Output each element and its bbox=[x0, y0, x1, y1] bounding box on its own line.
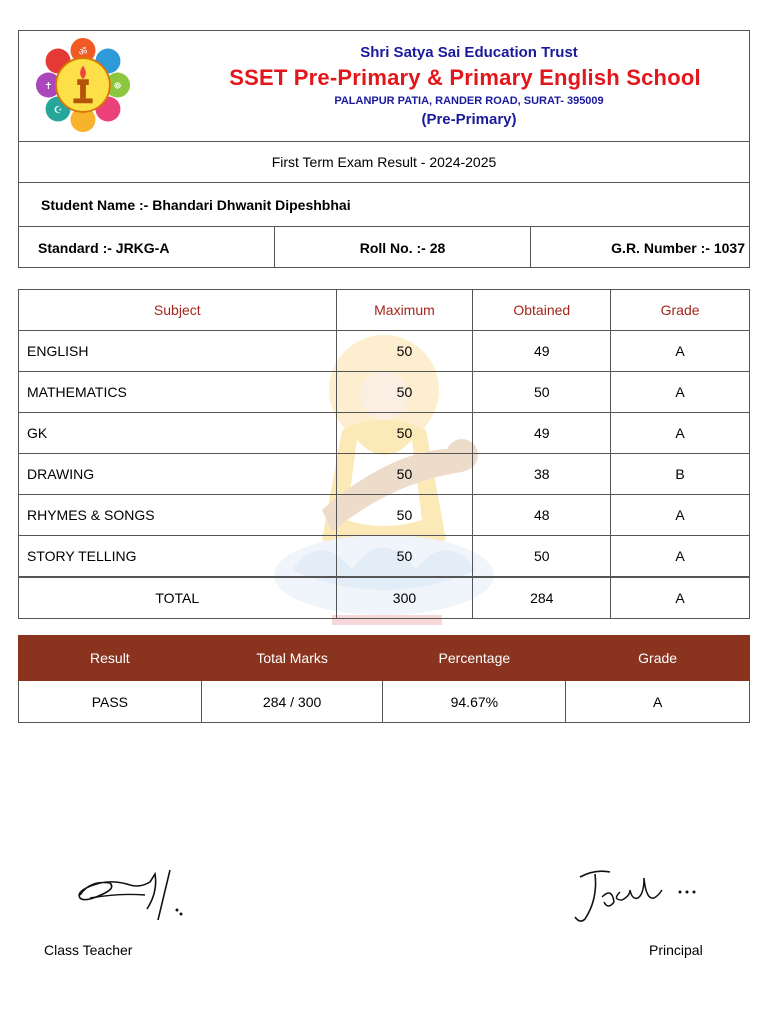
table-row bbox=[19, 331, 750, 372]
grade-cell: A bbox=[611, 413, 750, 454]
grade-cell: B bbox=[611, 454, 750, 495]
result-header-row bbox=[19, 636, 750, 681]
school-banner bbox=[19, 31, 749, 142]
obtained-cell: 49 bbox=[473, 413, 611, 454]
total-marks: 284 / 300 bbox=[201, 681, 383, 723]
subject-cell: STORY TELLING bbox=[19, 536, 337, 578]
exam-title: First Term Exam Result - 2024-2025 bbox=[19, 142, 749, 183]
subject-cell: RHYMES & SONGS bbox=[19, 495, 337, 536]
result-row bbox=[19, 681, 750, 723]
principal-signature bbox=[570, 862, 710, 932]
column-header: Maximum bbox=[336, 290, 473, 331]
principal-label: Principal bbox=[649, 942, 703, 958]
column-header: Total Marks bbox=[201, 636, 383, 681]
maximum-cell: 50 bbox=[336, 495, 473, 536]
obtained-cell: 38 bbox=[473, 454, 611, 495]
student-name: Student Name :- Bhandari Dhwanit Dipeshbhai bbox=[19, 183, 749, 227]
total-row bbox=[19, 577, 750, 619]
column-header: Grade bbox=[611, 290, 750, 331]
result-summary-table bbox=[18, 635, 750, 723]
total-maximum: 300 bbox=[336, 577, 473, 619]
student-info-row bbox=[19, 227, 749, 268]
school-section: (Pre-Primary) bbox=[421, 111, 517, 128]
class-teacher-signature bbox=[70, 860, 190, 930]
total-grade: A bbox=[611, 577, 750, 619]
grade-cell: A bbox=[611, 331, 750, 372]
column-header: Obtained bbox=[473, 290, 611, 331]
subject-cell: GK bbox=[19, 413, 337, 454]
column-header: Subject bbox=[19, 290, 337, 331]
table-row bbox=[19, 413, 750, 454]
obtained-cell: 49 bbox=[473, 331, 611, 372]
grade-cell: A bbox=[611, 495, 750, 536]
school-address: PALANPUR PATIA, RANDER ROAD, SURAT- 395009 bbox=[334, 95, 604, 107]
column-header: Percentage bbox=[383, 636, 566, 681]
table-row bbox=[19, 372, 750, 413]
standard: Standard :- JRKG-A bbox=[19, 227, 275, 268]
marks-table bbox=[18, 289, 750, 619]
maximum-cell: 50 bbox=[336, 413, 473, 454]
report-header bbox=[18, 30, 750, 268]
maximum-cell: 50 bbox=[336, 536, 473, 578]
maximum-cell: 50 bbox=[336, 372, 473, 413]
svg-text:✝: ✝ bbox=[44, 80, 53, 92]
subject-cell: MATHEMATICS bbox=[19, 372, 337, 413]
subject-cell: ENGLISH bbox=[19, 331, 337, 372]
total-label: TOTAL bbox=[19, 577, 337, 619]
marks-header-row bbox=[19, 290, 750, 331]
obtained-cell: 48 bbox=[473, 495, 611, 536]
result-status: PASS bbox=[19, 681, 202, 723]
table-row bbox=[19, 454, 750, 495]
obtained-cell: 50 bbox=[473, 536, 611, 578]
grade-cell: A bbox=[611, 536, 750, 578]
percentage: 94.67% bbox=[383, 681, 566, 723]
svg-text:ॐ: ॐ bbox=[78, 47, 88, 59]
trust-name: Shri Satya Sai Education Trust bbox=[360, 44, 578, 61]
gr-number: G.R. Number :- 1037 bbox=[611, 239, 745, 256]
maximum-cell: 50 bbox=[336, 331, 473, 372]
svg-text:☸: ☸ bbox=[113, 80, 122, 92]
school-logo bbox=[35, 37, 131, 133]
total-obtained: 284 bbox=[473, 577, 611, 619]
maximum-cell: 50 bbox=[336, 454, 473, 495]
obtained-cell: 50 bbox=[473, 372, 611, 413]
svg-text:☪: ☪ bbox=[53, 104, 63, 116]
table-row bbox=[19, 495, 750, 536]
class-teacher-label: Class Teacher bbox=[44, 942, 133, 958]
overall-grade: A bbox=[566, 681, 750, 723]
roll-number: Roll No. :- 28 bbox=[275, 227, 531, 268]
table-row bbox=[19, 536, 750, 578]
column-header: Result bbox=[19, 636, 202, 681]
column-header: Grade bbox=[566, 636, 750, 681]
school-name: SSET Pre-Primary & Primary English School bbox=[229, 65, 701, 90]
subject-cell: DRAWING bbox=[19, 454, 337, 495]
grade-cell: A bbox=[611, 372, 750, 413]
